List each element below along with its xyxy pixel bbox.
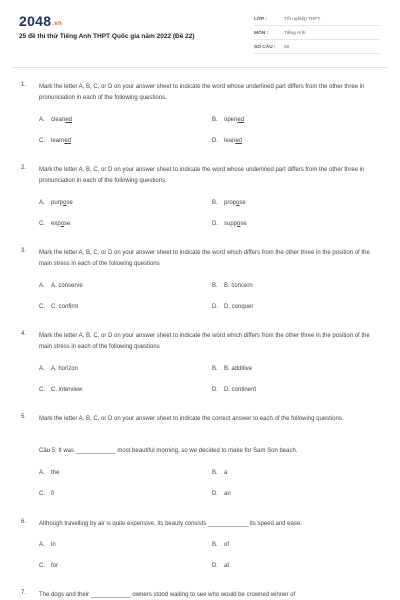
- option-c[interactable]: C. learned: [39, 138, 72, 144]
- header-divider: [13, 67, 387, 68]
- option-d[interactable]: D. D. conquer: [212, 304, 254, 310]
- option-b[interactable]: B. of: [212, 542, 230, 548]
- question-number: 7.: [21, 590, 27, 596]
- option-b[interactable]: B. propose: [212, 200, 246, 206]
- question-number: 4.: [21, 331, 27, 337]
- option-b[interactable]: B. B. additive: [212, 366, 253, 372]
- meta-key: SỐ CÂU :: [254, 45, 276, 50]
- question-number: 2.: [21, 165, 27, 171]
- question-stem: Although travelling by air is quite expensive, its beauty consists ____________ its speed and ease.: [39, 521, 302, 527]
- option-b[interactable]: B. opened: [212, 117, 245, 123]
- option-d[interactable]: D. suppose: [212, 221, 247, 227]
- site-logo[interactable]: 2048.vn: [19, 13, 62, 29]
- option-a[interactable]: A. cleaned: [39, 117, 73, 123]
- meta-value: Tiếng Anh: [284, 31, 306, 36]
- option-d[interactable]: D. D. continent: [212, 387, 257, 393]
- option-c[interactable]: C. C. interview: [39, 387, 83, 393]
- question-number: 1.: [21, 82, 27, 88]
- question-sub-stem: Câu 5: It was ____________ most beautiful morning, so we decided to make for Sam Son beach.: [39, 448, 298, 454]
- question-stem: Mark the letter A, B, C, or D on your answer sheet to indicate the word whose underlined part differs from the other three in pronunciation in each of the following questions.: [39, 167, 365, 184]
- option-c[interactable]: C. 0: [39, 491, 55, 497]
- question-stem: The dogs and their ____________ owners stood waiting to see who would be crowned winner of: [39, 592, 296, 598]
- meta-key: LỚP :: [254, 17, 268, 22]
- option-d[interactable]: D. an: [212, 491, 231, 497]
- option-c[interactable]: C. for: [39, 563, 59, 569]
- document-title: 25 đề thi thử Tiếng Anh THPT Quốc gia năm 2022 (Đề 22): [19, 33, 195, 40]
- option-b[interactable]: B. B. concern: [212, 283, 253, 289]
- option-c[interactable]: C. C. confirm: [39, 304, 79, 310]
- meta-key: MÔN :: [254, 31, 269, 36]
- question-stem: Mark the letter A, B, C, or D on your answer sheet to indicate the correct answer to each of the following questions.: [39, 416, 344, 422]
- document-header: [0, 0, 400, 64]
- option-a[interactable]: A. A. conserve: [39, 283, 83, 289]
- meta-class: [254, 14, 380, 26]
- question-number: 6.: [21, 519, 27, 525]
- option-a[interactable]: A. the: [39, 470, 60, 476]
- option-a[interactable]: A. in: [39, 542, 56, 548]
- option-a[interactable]: A. purpose: [39, 200, 73, 206]
- meta-value: Tốt nghiệp THPT: [284, 17, 321, 22]
- option-d[interactable]: D. at: [212, 563, 230, 569]
- option-c[interactable]: C. expose: [39, 221, 71, 227]
- question-stem: Mark the letter A, B, C, or D on your answer sheet to indicate the word whose underlined part differs from the other three in pronunciation in each of the following questions.: [39, 84, 365, 101]
- meta-subject: [254, 28, 380, 40]
- question-number: 5.: [21, 414, 27, 420]
- option-a[interactable]: A. A. horizon: [39, 366, 79, 372]
- question-stem: Mark the letter A, B, C, or D on your answer sheet to indicate the word which differs from the other three in the position of the main stress in each of the following questions: [39, 250, 370, 267]
- option-d[interactable]: D. leaned: [212, 138, 243, 144]
- question-number: 3.: [21, 248, 27, 254]
- meta-value: 50: [284, 45, 290, 50]
- question-stem: Mark the letter A, B, C, or D on your answer sheet to indicate the word which differs from the other three in the position of the main stress in each of the following questions: [39, 333, 370, 350]
- option-b[interactable]: B. a: [212, 470, 228, 476]
- meta-question-count: [254, 42, 380, 54]
